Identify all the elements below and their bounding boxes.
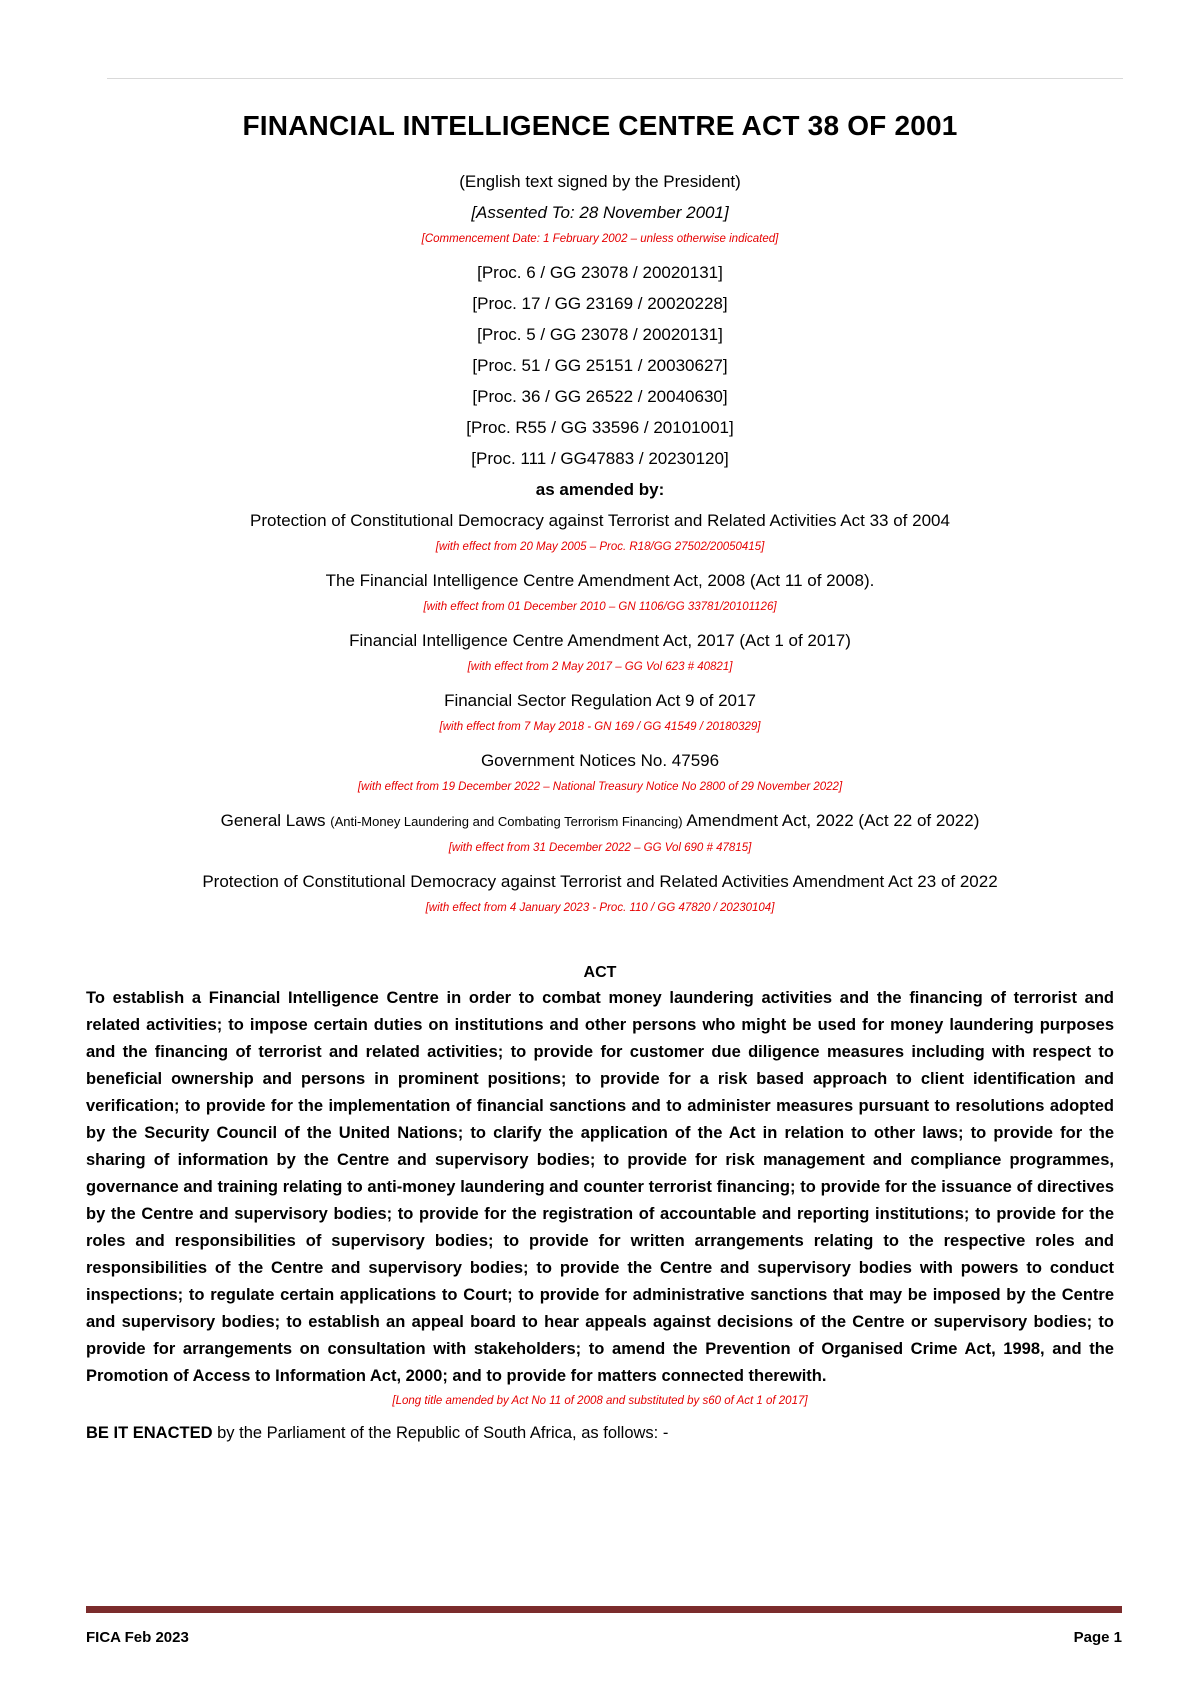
header-rule <box>107 78 1123 79</box>
enacted-bold: BE IT ENACTED <box>86 1424 213 1442</box>
proclamation-item: [Proc. 6 / GG 23078 / 20020131] <box>477 263 723 282</box>
document-title: FINANCIAL INTELLIGENCE CENTRE ACT 38 OF 2001 <box>242 110 958 141</box>
amendment-note: [with effect from 31 December 2022 – GG Vol 690 # 47815] <box>448 842 752 854</box>
proclamation-item: [Proc. 5 / GG 23078 / 20020131] <box>477 325 723 344</box>
amendment-name: Financial Intelligence Centre Amendment Act, 2017 (Act 1 of 2017) <box>349 631 851 650</box>
signed-text: (English text signed by the President) <box>459 172 741 191</box>
assented-date: [Assented To: 28 November 2001] <box>471 203 729 222</box>
long-title: To establish a Financial Intelligence Centre in order to combat money laundering activities and the financing of terrorist and related activities; to impose certain duties on institutions and other persons who might be used for money laundering purposes and the financing of terrorist and related activities; to provide for customer due diligence measures including with respect to beneficial ownership and persons in prominent positions; to provide for a risk based approach to client identification and verification; to provide for the implementation of financial sanctions and to administer measures pursuant to resolutions adopted by the Security Council of the United Nations; to clarify the application of the Act in relation to other laws; to provide for the sharing of information by the Centre and supervisory bodies; to provide for risk management and compliance programmes, governance and training relating to anti-money laundering and counter terrorist financing; to provide for the issuance of directives by the Centre and supervisory bodies; to provide for the registration of accountable and reporting institutions; to provide for the roles and responsibilities of supervisory bodies; to provide for written arrangements relating to the respective roles and responsibilities of the Centre and supervisory bodies; to provide the Centre and supervisory bodies with powers to conduct inspections; to regulate certain applications to Court; to provide for administrative sanctions that may be imposed by the Centre and supervisory bodies; to establish an appeal board to hear appeals against decisions of the Centre or supervisory bodies; to provide for arrangements on consultation with stakeholders; to amend the Prevention of Organised Crime Act, 1998, and the Promotion of Access to Information Act, 2000; and to provide for matters connected therewith. <box>86 989 1114 1385</box>
proclamation-item: [Proc. 17 / GG 23169 / 20020228] <box>472 294 728 313</box>
act-heading: ACT <box>583 964 617 981</box>
document-page <box>86 100 1114 1447</box>
page-number: Page 1 <box>1073 1629 1122 1646</box>
amendment-name <box>86 805 1114 837</box>
proclamation-list <box>86 257 1114 474</box>
amendment-note: [with effect from 4 January 2023 - Proc. 110 / GG 47820 / 20230104] <box>425 902 775 914</box>
enacted-rest: by the Parliament of the Republic of South Africa, as follows: - <box>212 1424 669 1442</box>
footer-rule <box>86 1606 1122 1613</box>
amendment-name-small: (Anti-Money Laundering and Combating Terrorism Financing) <box>330 814 683 829</box>
amendment-note: [with effect from 20 May 2005 – Proc. R18/GG 27502/20050415] <box>435 541 765 553</box>
amendment-name-suffix: Amendment Act, 2022 (Act 22 of 2022) <box>682 811 980 830</box>
amendment-name: Government Notices No. 47596 <box>480 751 720 770</box>
amendment-name-prefix: General Laws <box>220 811 331 830</box>
amendment-name: Protection of Constitutional Democracy against Terrorist and Related Activities Amendment Act 23 of 2022 <box>202 872 998 891</box>
proclamation-item: [Proc. 51 / GG 25151 / 20030627] <box>472 356 728 375</box>
proclamation-item: [Proc. 111 / GG47883 / 20230120] <box>471 449 729 468</box>
enactment-clause <box>86 1419 1114 1447</box>
amendment-note: [with effect from 7 May 2018 - GN 169 / GG 41549 / 20180329] <box>439 721 761 733</box>
proclamation-item: [Proc. 36 / GG 26522 / 20040630] <box>472 387 728 406</box>
long-title-note: [Long title amended by Act No 11 of 2008 and substituted by s60 of Act 1 of 2017] <box>392 1395 808 1407</box>
amendment-list <box>86 505 1114 919</box>
amendment-name: The Financial Intelligence Centre Amendment Act, 2008 (Act 11 of 2008). <box>325 571 875 590</box>
amendment-name: Protection of Constitutional Democracy against Terrorist and Related Activities Act 33 of 2004 <box>250 511 950 530</box>
amendment-note: [with effect from 2 May 2017 – GG Vol 623 # 40821] <box>467 661 733 673</box>
commencement-note: [Commencement Date: 1 February 2002 – unless otherwise indicated] <box>421 233 779 245</box>
amendment-note: [with effect from 19 December 2022 – National Treasury Notice No 2800 of 29 November 2022] <box>357 781 843 793</box>
footer-document-label: FICA Feb 2023 <box>86 1629 189 1646</box>
amended-by-label: as amended by: <box>535 480 665 499</box>
amendment-note: [with effect from 01 December 2010 – GN 1106/GG 33781/20101126] <box>423 601 777 613</box>
amendment-name: Financial Sector Regulation Act 9 of 2017 <box>444 691 756 710</box>
proclamation-item: [Proc. R55 / GG 33596 / 20101001] <box>466 418 734 437</box>
